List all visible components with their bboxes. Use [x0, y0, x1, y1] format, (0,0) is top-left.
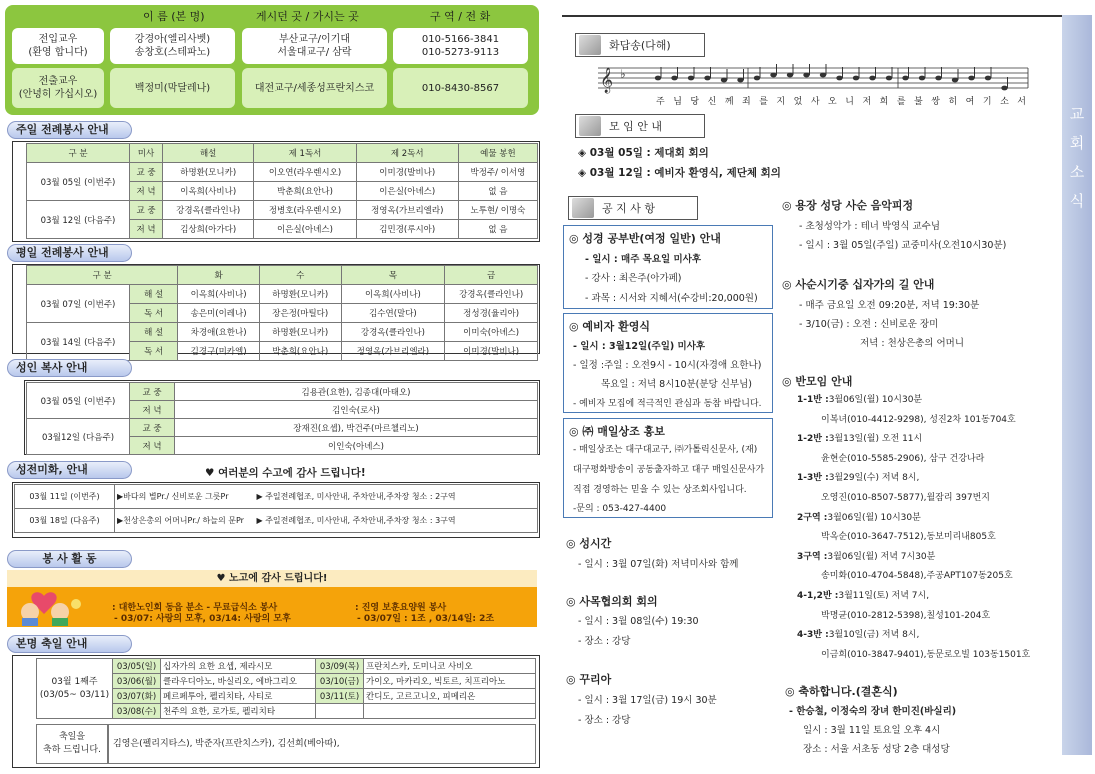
transfer-in-names: 강경아(엘리사벳) 송창호(스테파노) [110, 28, 235, 64]
music-note [787, 73, 793, 78]
music-note [853, 76, 859, 81]
lyric-syllable: 소 [1000, 97, 1009, 107]
cleaning-title: 성전미화, 안내 [7, 461, 132, 479]
lyric-syllable: 쌍 [931, 97, 940, 107]
pope-image [579, 116, 601, 136]
transfer-out-names: 백정미(막달레나) [110, 68, 235, 108]
svg-text:𝄞: 𝄞 [600, 68, 614, 93]
table-row: 03월 18일 (다음주) ▶천상은총의 어머니Pr./ 하늘의 문Pr ▶ 주일전례협조, 미사안내, 주차안내,주차장 청소 : 3구역 [15, 509, 538, 533]
music-retreat-line: - 초청성악가 : 테너 박영식 교수님 [799, 221, 941, 232]
curia-line: - 장소 : 강당 [578, 715, 631, 726]
group-meeting-line: 1-1반 :3월06일(월) 10시30분 [797, 395, 923, 405]
nameday-title: 본명 축일 안내 [7, 635, 132, 653]
catechumen-line: 목요일 : 저녁 8시10분(분당 신부님) [601, 379, 752, 390]
music-note [737, 78, 743, 83]
funeral-line: -문의 : 053-427-4400 [573, 504, 667, 514]
service-thanks: ♥ 노고에 감사 드립니다! [7, 570, 537, 587]
lyric-syllable: 었 [793, 97, 803, 107]
table-row: 03월 05일 (이번주) 교 중 김용관(요한), 김종대(마태오) [27, 383, 538, 401]
meeting-label: 모 임 안 내 [575, 114, 705, 138]
nameday-bless-names: 김영은(펠리지타스), 박준자(프란치스카), 김선희(베아따), [108, 724, 536, 764]
lyric-syllable: 히 [948, 97, 958, 107]
lyric-syllable: 님 [673, 97, 682, 107]
side-char: 식 [1069, 192, 1085, 210]
wedding-title: ◎ 축하합니다.(결혼식) [785, 685, 898, 698]
transfer-out-label: 전출교우 (안녕히 가십시오) [12, 68, 104, 108]
group-meeting-line: 이금희(010-3847-9401),동문로오빌 103동1501호 [821, 649, 1031, 660]
weekday-liturgy-title: 평일 전례봉사 안내 [7, 244, 132, 262]
lyric-syllable: 죄 [742, 97, 751, 107]
funeral-line: 대구평화방송이 공동출자하고 대구 매일신문사가 [573, 465, 765, 475]
cleaning-table [14, 484, 538, 533]
music-note [902, 76, 908, 81]
welcome-header-place: 게시던 곳 / 가시는 곳 [256, 10, 359, 23]
music-note [803, 73, 809, 78]
table-header: 구 분 화 수 목 금 [27, 266, 538, 285]
hymn-lyrics [656, 94, 1026, 107]
group-meeting-line: 윤현순(010-5585-2906), 삼구 건강나라 [821, 453, 985, 464]
lyric-syllable: 신 [707, 97, 717, 107]
stations-title: ◎ 사순시기중 십자가의 길 안내 [782, 278, 935, 291]
music-note [968, 76, 974, 81]
table-row: 03/06(월) 클라우디아노, 바실리오, 에바그리오 03/10(금) 가이오, 마카리오, 빅토르, 치프리아노 [37, 674, 536, 689]
transfer-in-places: 부산교구/이기대 서울대교구/ 삼락 [242, 28, 387, 64]
transfer-out-places: 대전교구/세종성프란치스코 [242, 68, 387, 108]
group-meeting-line: 3구역 :3월06일(월) 저녁 7시30분 [797, 551, 936, 562]
wedding-line: 장소 : 서울 서초동 성당 2층 대성당 [803, 744, 950, 755]
hymn-label: 화답송(다해) [575, 33, 705, 57]
lyric-syllable: 기 [982, 97, 992, 107]
church-news-strip [1062, 15, 1092, 755]
lyric-syllable: 께 [724, 97, 734, 107]
music-note [820, 73, 826, 78]
lyric-syllable: 니 [845, 97, 854, 107]
table-row: 03/08(수) 천주의 요한, 로가토, 펠리치타 [37, 704, 536, 719]
group-meeting-line: 2구역 :3월06일(월) 10시30분 [797, 512, 921, 523]
nameday-bless-label: 축일을 축하 드립니다. [36, 724, 108, 764]
group-meeting-line: 송미화(010-4704-5848),주공APT107동205호 [821, 571, 1013, 582]
weekday-liturgy-table [26, 265, 538, 361]
music-staff [598, 60, 1038, 94]
lyric-syllable: 여 [965, 97, 975, 107]
svg-text:♭: ♭ [620, 67, 626, 81]
table-header [27, 144, 538, 163]
welcome-header-contact: 구 역 / 전 화 [430, 10, 491, 23]
cleaning-thanks: ♥ 여러분의 수고에 감사 드립니다! [205, 467, 366, 479]
wedding-line: 일시 : 3월 11일 토요일 오후 4시 [803, 725, 941, 736]
meeting-item-1: ◈ 03월 05일 : 제대회 회의 [578, 147, 709, 159]
side-char: 교 [1069, 105, 1085, 123]
music-note [836, 76, 842, 81]
bible-study-title: ◎ 성경 공부반(여정 일반) 안내 [569, 232, 721, 245]
sunday-liturgy-title: 주일 전례봉사 안내 [7, 121, 132, 139]
bible-study-line: - 일시 : 매주 목요일 미사후 [585, 254, 702, 265]
col-header: 구 분 [27, 144, 130, 163]
table-row: 저 녁 김상희(아가다) 이은실(아녜스) 김민경(루시아) 없 음 [27, 220, 538, 239]
service-line-1a: : 대한노인회 동읍 분소 - 무료급식소 봉사 [112, 603, 278, 613]
group-meeting-line: 4-1,2반 :3월11일(토) 저녁 7시, [797, 591, 930, 601]
holy-hour-title: ◎ 성시간 [566, 537, 612, 550]
curia-line: - 일시 : 3월 17일(금) 19시 30분 [578, 695, 717, 706]
side-char: 회 [1069, 134, 1085, 152]
music-note [952, 78, 958, 83]
lyric-syllable: 주 [656, 97, 665, 107]
lyric-syllable: 를 [759, 97, 768, 107]
curia-title: ◎ 꾸리아 [566, 673, 612, 686]
table-row: 03/07(화) 페르페투아, 펠리치타, 사티로 03/11(토) 칸디도, 고르고니오, 피메리온 [37, 689, 536, 704]
col-header: 제 1독서 [254, 144, 356, 163]
side-char: 소 [1069, 163, 1085, 181]
group-meeting-line: 오영진(010-8507-5877),월잠리 397번지 [821, 493, 990, 503]
table-row: 저 녁 김인숙(로사) [27, 401, 538, 419]
table-row: 03월 1째주 (03/05~ 03/11) 03/05(일) 십자가의 요한 요셉, 제라시모 03/09(목) 프란치스카, 도미니코 사비오 [37, 659, 536, 674]
group-meeting-line: 박옥순(010-3647-7512),동보미리내805호 [821, 532, 996, 543]
stations-line: - 매주 금요일 오전 09:20분, 저녁 19:30분 [799, 300, 980, 311]
music-note [919, 76, 925, 81]
wedding-line: - 한승철, 이정숙의 장녀 한미진(바실리) [789, 706, 957, 717]
lyric-syllable: 오 [828, 97, 837, 107]
col-header: 제 2독서 [356, 144, 458, 163]
music-note [985, 76, 991, 81]
funeral-line: 직접 경영하는 믿을 수 있는 상조회사입니다. [573, 485, 747, 495]
council-title: ◎ 사목협의회 회의 [566, 595, 658, 608]
col-header: 미사 [130, 144, 163, 163]
group-meeting-line: 4-3반 :3월10일(금) 저녁 8시, [797, 630, 920, 641]
group-meeting-line: 박명균(010-2812-5398),칠성101-204호 [821, 610, 991, 621]
music-note [721, 78, 727, 83]
council-line: - 장소 : 강당 [578, 636, 631, 647]
volunteer-illustration [14, 590, 92, 626]
lyric-syllable: 불 [914, 97, 923, 107]
music-note [754, 76, 760, 81]
music-retreat-title: ◎ 용장 성당 사순 음악피정 [782, 199, 914, 212]
nameday-table [36, 658, 536, 719]
group-meeting-line: 1-2반 :3월13일(월) 오전 11시 [797, 434, 923, 445]
stations-line: - 3/10(금) : 오전 : 신비로운 장미 [799, 319, 939, 330]
music-note [869, 76, 875, 81]
right-divider [562, 15, 1062, 17]
lyric-syllable: 사 [810, 97, 820, 107]
adult-server-table [26, 382, 538, 455]
welcome-header-name: 이 름 (본 명) [143, 10, 205, 23]
catechumen-line: - 일정 :주일 : 오전9시 - 10시(자경애 요한나) [573, 360, 762, 371]
lyric-syllable: 를 [896, 97, 906, 107]
sunday-liturgy-table [26, 143, 538, 239]
music-note [704, 76, 710, 81]
lyric-syllable: 희 [879, 97, 889, 107]
transfer-in-label: 전입교우 (환영 합니다) [12, 28, 104, 64]
pope-image [579, 35, 601, 55]
bible-study-line: - 과목 : 시서와 지혜서(수강비:20,000원) [585, 293, 758, 304]
bible-study-line: - 강사 : 최은주(아가페) [585, 273, 682, 284]
table-row: 독 서 김경구(미카엘) 박춘희(요안나) 정영옥(가브리엘라) 이미경(발비나) [27, 342, 538, 361]
table-row: 03월 14일 (다음주) 해 설 차경애(요한나) 하명환(모니카) 강경옥(클라인나) 이미숙(아녜스) [27, 323, 538, 342]
service-line-2b: - 03/07일 : 1조 , 03/14일: 2조 [357, 614, 495, 624]
table-row: 독 서 송은미(이레나) 장은정(마틸다) 김수연(말다) 정성경(율리아) [27, 304, 538, 323]
table-row: 03월 12일 (다음주) 교 중 강경옥(클라인나) 정병호(라우렌시오) 정영옥(가브리엘라) 노투현/ 이명숙 [27, 201, 538, 220]
group-meeting-line: 1-3반 :3월29일(수) 저녁 8시, [797, 473, 920, 484]
funeral-line: - 매일상조는 대구대교구, ㈜가톨릭신문사, (재) [573, 445, 758, 455]
group-meeting-title: ◎ 반모임 안내 [782, 375, 853, 388]
music-note [688, 76, 694, 81]
pope-image [572, 198, 594, 218]
table-row: 03월 05일 (이번주) 교 중 하명환(모니카) 이오연(라우렌시오) 이미경(발비나) 박정주/ 이서영 [27, 163, 538, 182]
lyric-syllable: 저 [862, 97, 872, 107]
notice-label: 공 지 사 항 [568, 196, 698, 220]
music-note [770, 73, 776, 78]
transfer-in-phones: 010-5166-3841 010-5273-9113 [393, 28, 528, 64]
catechumen-line: - 일시 : 3월12일(주일) 미사후 [573, 341, 706, 352]
music-note [886, 76, 892, 81]
service-line-1b: : 진영 보훈요양원 봉사 [355, 603, 447, 613]
table-row: 03월 11일 (이번주) ▶바다의 별Pr./ 신비로운 그릇Pr ▶ 주일전례협조, 미사안내, 주차안내,주차장 청소 : 2구역 [15, 485, 538, 509]
catechumen-title: ◎ 예비자 환영식 [569, 320, 651, 333]
music-note [1001, 86, 1007, 91]
council-line: - 일시 : 3월 08일(수) 19:30 [578, 616, 699, 627]
music-note [935, 76, 941, 81]
stations-line: 저녁 : 천상은총의 어머니 [860, 338, 965, 349]
group-meeting-line: 이복녀(010-4412-9298), 성진2차 101동704호 [821, 414, 1016, 425]
music-note [655, 76, 661, 81]
service-line-2a: - 03/07: 사랑의 모후, 03/14: 사랑의 모후 [114, 614, 291, 624]
music-retreat-line: - 일시 : 3월 05일(주일) 교중미사(오전10시30분) [799, 240, 1007, 251]
table-row: 03월 07일 (이번주) 해 설 이옥희(사비나) 하명환(모니카) 이옥희(사비나) 강경옥(클라인나) [27, 285, 538, 304]
funeral-title: ◎ ㈜ 매일상조 홍보 [569, 425, 665, 438]
music-note [671, 76, 677, 81]
service-title: 봉 사 활 동 [7, 550, 132, 568]
table-row: 03월12일 (다음주) 교 중 장재진(요셉), 박건주(마르첼리노) [27, 419, 538, 437]
meeting-item-2: ◈ 03월 12일 : 예비자 환영식, 제단체 회의 [578, 167, 781, 179]
holy-hour-line: - 일시 : 3월 07일(화) 저녁미사와 함께 [578, 559, 739, 570]
lyric-syllable: 당 [690, 97, 700, 107]
table-row: 저 녁 이옥희(사비나) 박춘희(요안나) 이은실(아녜스) 없 음 [27, 182, 538, 201]
catechumen-line: - 예비자 모집에 적극적인 관심과 동참 바랍니다. [573, 399, 762, 409]
transfer-out-phones: 010-8430-8567 [393, 68, 528, 108]
lyric-syllable: 서 [1017, 97, 1026, 107]
lyric-syllable: 지 [776, 97, 786, 107]
col-header: 예물 봉헌 [458, 144, 537, 163]
adult-server-title: 성인 복사 안내 [7, 359, 132, 377]
col-header: 해설 [163, 144, 254, 163]
table-row: 저 녁 이인숙(아녜스) [27, 437, 538, 455]
